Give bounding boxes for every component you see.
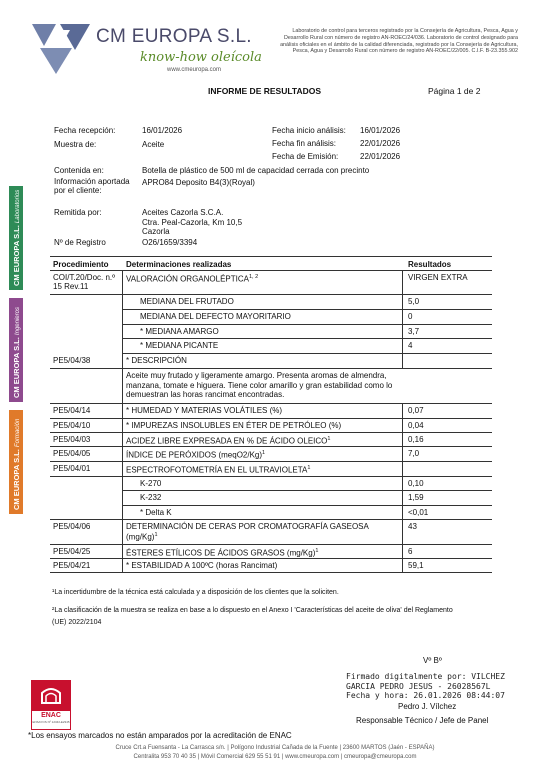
result-value: 4 <box>408 341 413 350</box>
row-rule <box>50 558 492 559</box>
procedure-code: PE5/04/10 <box>53 421 91 430</box>
result-value: 0,16 <box>408 435 424 444</box>
lab-registration-text: Laboratorio de control para terceros registrado por la Consejería de Agricultura, Pesca, Agua y Desarrollo Rural con número de registro AN-ROEC/24/036. Laboratorio de control designado para análisis oficiales en el ámbito de la calidad diferenciada, registrado por la Consejería de Agricultura, Pesca, Agua y Desarrollo Rural con número de registro AN-ROEC/22/005. C.I.F. B-23.355.902 <box>280 28 518 55</box>
footnote-marker: 1 <box>154 532 158 538</box>
row-rule <box>50 572 492 573</box>
determination-label: K-270 <box>140 479 162 488</box>
result-value: 1,59 <box>408 493 424 502</box>
result-value: 0,07 <box>408 406 424 415</box>
signer-name: Pedro J. Vílchez <box>398 702 457 711</box>
emision-label: Fecha de Emisión: <box>272 152 339 161</box>
signature-line-3: Fecha y hora: 26.01.2026 08:44:07 <box>346 691 505 700</box>
enac-label: ENAC <box>41 712 61 719</box>
contenida-label: Contenida en: <box>54 166 104 175</box>
determination-name <box>140 493 410 502</box>
header-determinaciones: Determinaciones realizadas <box>126 260 232 269</box>
determination-label: ESPECTROFOTOMETRÍA EN EL ULTRAVIOLETA <box>126 465 308 475</box>
determination-name <box>126 449 396 460</box>
registro-label: Nº de Registro <box>54 238 106 247</box>
company-name: CM EUROPA S.L. <box>96 26 252 47</box>
table-rule-top <box>50 256 492 257</box>
footnote-marker: 1 <box>307 465 311 471</box>
row-rule <box>50 446 492 447</box>
signer-role: Responsable Técnico / Jefe de Panel <box>356 716 489 725</box>
remitida-line-3: Cazorla <box>142 227 170 236</box>
determination-name <box>126 547 396 558</box>
result-value: VIRGEN EXTRA <box>408 273 468 282</box>
procedure-code: PE5/04/25 <box>53 547 91 556</box>
determination-name <box>126 273 396 284</box>
result-value: 0,10 <box>408 479 424 488</box>
row-rule <box>50 519 492 520</box>
determination-name <box>126 464 396 475</box>
description-text <box>126 371 396 400</box>
determination-name <box>140 479 410 488</box>
enac-logo <box>31 680 71 730</box>
determination-label: DETERMINACIÓN DE CERAS POR CROMATOGRAFÍA GASEOSA (mg/Kg) <box>126 522 369 542</box>
footer-contact <box>40 744 510 762</box>
determination-label: * HUMEDAD Y MATERIAS VOLÁTILES (%) <box>126 406 283 415</box>
procedure-code: PE5/04/05 <box>53 449 91 458</box>
procedure-code: PE5/04/01 <box>53 464 91 473</box>
determination-label: ACIDEZ LIBRE EXPRESADA EN % DE ÁCIDO OLEICO <box>126 436 328 446</box>
row-rule <box>50 432 492 433</box>
digital-signature <box>346 672 506 701</box>
result-value: 5,0 <box>408 297 420 306</box>
row-rule <box>122 338 492 339</box>
remitida-label: Remitida por: <box>54 208 102 217</box>
muestra-label: Muestra de: <box>54 140 97 149</box>
page-number: Página 1 de 2 <box>428 86 481 96</box>
inicio-label: Fecha inicio análisis: <box>272 126 346 135</box>
determination-label: VALORACIÓN ORGANOLÉPTICA <box>126 274 249 284</box>
determination-label: * ESTABILIDAD A 100ºC (horas Rancimat) <box>126 561 278 570</box>
determination-label: MEDIANA DEL FRUTADO <box>140 297 234 306</box>
signature-line-2: GARCIA PEDRO JESUS - 26028567L <box>346 681 491 691</box>
row-rule <box>50 294 492 295</box>
row-rule <box>122 309 492 310</box>
column-divider <box>402 270 403 368</box>
footnote-marker: 1 <box>327 436 331 442</box>
result-value: 59,1 <box>408 561 424 570</box>
footer-address: Cruce Crt.a Fuensanta - La Carrasca s/n. | Polígono Industrial Cañada de la Fuente | 23600 MARTOS (Jaén - ESPAÑA) <box>115 745 435 751</box>
determination-name <box>140 341 413 350</box>
determination-label: * Delta K <box>140 508 172 517</box>
vobo: Vº Bº <box>423 656 442 665</box>
inicio-value: 16/01/2026 <box>360 126 401 135</box>
company-tagline: know-how oleícola <box>140 50 262 65</box>
report-title: INFORME DE RESULTADOS <box>208 86 322 96</box>
note-2: ²La clasificación de la muestra se realiza en base a lo dispuesto en el Anexo I 'Características del aceite de oliva' del Reglamento (UE) 2022/2104 <box>52 607 453 626</box>
determination-name <box>126 406 396 415</box>
registro-value: O26/1659/3394 <box>142 238 198 247</box>
row-rule <box>50 476 492 477</box>
side-band-formacion-text: CM EUROPA S.L. Formación <box>12 418 21 510</box>
footnote-marker: 1 <box>315 548 319 554</box>
determination-label: MEDIANA DEL DEFECTO MAYORITARIO <box>140 312 291 321</box>
fecha-recepcion-label: Fecha recepción: <box>54 126 116 135</box>
result-value: 0 <box>408 312 413 321</box>
determination-name <box>126 522 396 542</box>
enac-small-text: ENSAYOS Nº 1234/LE2345 <box>32 720 70 724</box>
footer-contact-line: Centralita 953 70 40 35 | Móvil Comercial 629 55 51 91 | www.cmeuropa.com | cmeuropa@cmeuropa.com <box>133 754 417 760</box>
side-band-ingenieros-text: CM EUROPA S.L. Ingenieros <box>12 307 21 398</box>
contenida-value: Botella de plástico de 500 ml de capacidad cerrada con precinto <box>142 166 370 175</box>
row-rule <box>122 505 492 506</box>
column-divider <box>402 403 403 572</box>
footnote-marker: 1 <box>262 450 266 456</box>
header-resultados: Resultados <box>408 260 452 269</box>
note-1: ¹La incertidumbre de la técnica está calculada y a disposición de los clientes que la soliciten. <box>52 589 339 596</box>
determination-name <box>126 356 396 365</box>
determination-name <box>126 435 396 446</box>
company-logo <box>30 18 96 76</box>
row-rule <box>50 418 492 419</box>
remitida-line-1: Aceites Cazorla S.C.A. <box>142 208 224 217</box>
procedure-code: PE5/04/03 <box>53 435 91 444</box>
fin-label: Fecha fin análisis: <box>272 139 337 148</box>
row-rule <box>50 403 492 404</box>
company-website[interactable]: www.cmeuropa.com <box>167 67 222 73</box>
determination-name <box>140 312 413 321</box>
fecha-recepcion-value: 16/01/2026 <box>142 126 183 135</box>
row-rule <box>122 353 492 354</box>
determination-label: * MEDIANA PICANTE <box>140 341 219 350</box>
row-rule <box>122 324 492 325</box>
determination-name <box>140 297 410 306</box>
accreditation-note: *Los ensayos marcados no están amparados por la acreditación de ENAC <box>28 731 292 740</box>
row-rule <box>50 544 492 545</box>
determination-label: ÉSTERES ETÍLICOS DE ÁCIDOS GRASOS (mg/Kg) <box>126 548 316 558</box>
header-procedimiento: Procedimiento <box>53 260 109 269</box>
procedure-code: PE5/04/21 <box>53 561 91 570</box>
side-band-laboratorios-text: CM EUROPA S.L. Laboratorios <box>12 189 21 286</box>
determination-label: * IMPUREZAS INSOLUBLES EN ÉTER DE PETRÓLEO (%) <box>126 421 342 430</box>
procedure-code: PE5/04/06 <box>53 522 91 531</box>
determination-label: K-232 <box>140 493 162 502</box>
determination-name <box>126 561 396 570</box>
enac-emblem-icon <box>32 681 70 711</box>
fin-value: 22/01/2026 <box>360 139 401 148</box>
result-value: 3,7 <box>408 327 420 336</box>
emision-value: 22/01/2026 <box>360 152 401 161</box>
informacion-label: Información aportada por el cliente: <box>54 177 130 195</box>
determination-name <box>126 421 396 430</box>
result-value: 0,04 <box>408 421 424 430</box>
determination-label: * DESCRIPCIÓN <box>126 356 187 365</box>
procedure-code: PE5/04/38 <box>53 356 91 365</box>
informacion-value: APRO84 Deposito B4(3)(Royal) <box>142 178 255 187</box>
result-value: 7,0 <box>408 449 420 458</box>
muestra-value: Aceite <box>142 140 165 149</box>
row-rule <box>50 461 492 462</box>
remitida-line-2: Ctra. Peal-Cazorla, Km 10,5 <box>142 218 243 227</box>
result-value: 43 <box>408 522 417 531</box>
table-rule-header <box>50 270 492 271</box>
row-rule <box>50 368 492 369</box>
row-rule <box>122 490 492 491</box>
signature-line-1: Firmado digitalmente por: VILCHEZ <box>346 672 505 681</box>
procedure-code: PE5/04/14 <box>53 406 91 415</box>
determination-label: ÍNDICE DE PERÓXIDOS (meqO2/Kg) <box>126 450 263 460</box>
determination-name <box>140 327 410 336</box>
result-value: <0,01 <box>408 508 429 517</box>
column-divider <box>122 270 123 572</box>
result-value: 6 <box>408 547 413 556</box>
determination-name <box>140 508 410 517</box>
determination-label: Aceite muy frutado y ligeramente amargo. Presenta aromas de almendra, manzana, tomate e higuera. Tiene color amarillo y gran estabilidad como lo demuestran las horas rancimat encontradas. <box>126 371 393 399</box>
footnote-marker: 1, 2 <box>249 274 259 280</box>
determination-label: * MEDIANA AMARGO <box>140 327 219 336</box>
procedure-code: COI/T.20/Doc. n.º 15 Rev.11 <box>53 273 116 291</box>
